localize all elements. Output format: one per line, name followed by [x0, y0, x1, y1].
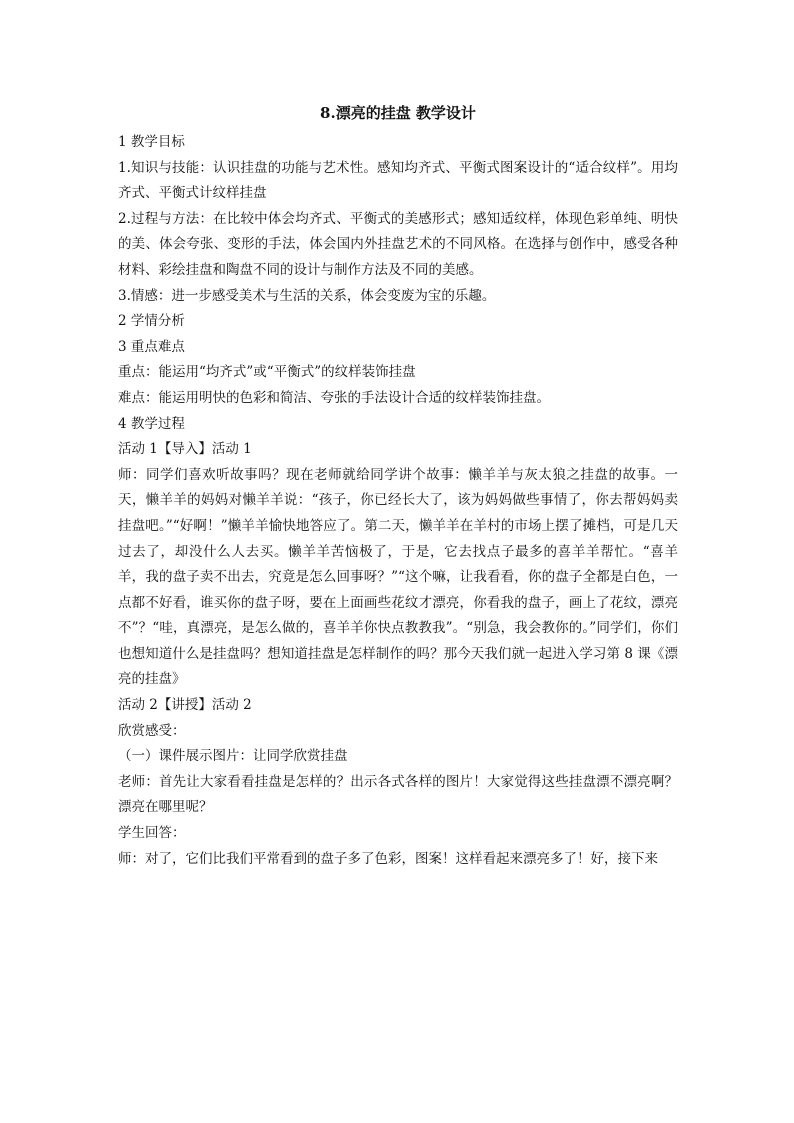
goal-emotion: 3.情感：进一步感受美术与生活的关系，体会变废为宝的乐趣。: [118, 287, 496, 304]
courseware-display: （一）课件展示图片：让同学欣赏挂盘: [118, 748, 348, 765]
document-page: [118, 100, 678, 872]
activity-1-story: 师：同学们喜欢听故事吗？现在老师就给同学讲个故事：懒羊羊与灰太狼之挂盘的故事。一天，懒羊羊的妈妈对懒羊羊说：“孩子，你已经长大了，该为妈妈做些事情了，你去帮妈妈卖挂盘吧。”“好啊！”懒羊羊愉快地答应了。第二天，懒羊羊在羊村的市场上摆了摊档，可是几天过去了，却没什么人去买。懒羊羊苦恼极了，于是，它去找点子最多的喜羊羊帮忙。“喜羊羊，我的盘子卖不出去，究竟是怎么回事呀？”“这个嘛，让我看看，你的盘子全都是白色，一点都不好看，谁买你的盘子呀，要在上面画些花纹才漂亮，你看我的盘子，画上了花纹，漂亮不”？“哇，真漂亮，是怎么做的，喜羊羊你快点教教我”。“别急，我会教你的。”同学们，你们也想知道什么是挂盘吗？想知道挂盘是怎样制作的吗？那今天我们就一起进入学习第 8 课《漂亮的挂盘》: [118, 466, 678, 688]
heading-teaching-goals: 1 教学目标: [118, 134, 185, 150]
heading-teaching-process: 4 教学过程: [118, 415, 185, 432]
heading-student-analysis: 2 学情分析: [118, 313, 185, 330]
difficulty-point: 难点：能运用明快的色彩和简洁、夸张的手法设计合适的纹样装饰挂盘。: [118, 389, 550, 406]
teacher-response: 师：对了，它们比我们平常看到的盘子多了色彩，图案！这样看起来漂亮多了！好，接下来: [118, 850, 658, 867]
teacher-question: 老师：首先让大家看看挂盘是怎样的？出示各式各样的图片！大家觉得这些挂盘漂不漂亮啊？漂亮在哪里呢？: [118, 773, 678, 816]
document-title: 8.漂亮的挂盘 教学设计: [320, 104, 476, 122]
appreciation-heading: 欣赏感受：: [118, 722, 186, 739]
activity-2-heading: 活动 2【讲授】活动 2: [118, 697, 252, 714]
activity-1-heading: 活动 1【导入】活动 1: [118, 441, 252, 458]
heading-key-difficulties: 3 重点难点: [118, 338, 185, 355]
goal-knowledge-skills: 1.知识与技能：认识挂盘的功能与艺术性。感知均齐式、平衡式图案设计的“适合纹样”。用均齐式、平衡式计纹样挂盘: [118, 159, 678, 202]
goal-process-methods: 2.过程与方法：在比较中体会均齐式、平衡式的美感形式；感知适纹样，体现色彩单纯、明快的美、体会夸张、变形的手法，体会国内外挂盘艺术的不同风格。在选择与创作中，感受各种材料、彩绘挂盘和陶盘不同的设计与制作方法及不同的美感。: [118, 210, 678, 278]
key-point: 重点：能运用“均齐式”或“平衡式”的纹样装饰挂盘: [118, 364, 416, 381]
student-answer-label: 学生回答：: [118, 825, 186, 842]
